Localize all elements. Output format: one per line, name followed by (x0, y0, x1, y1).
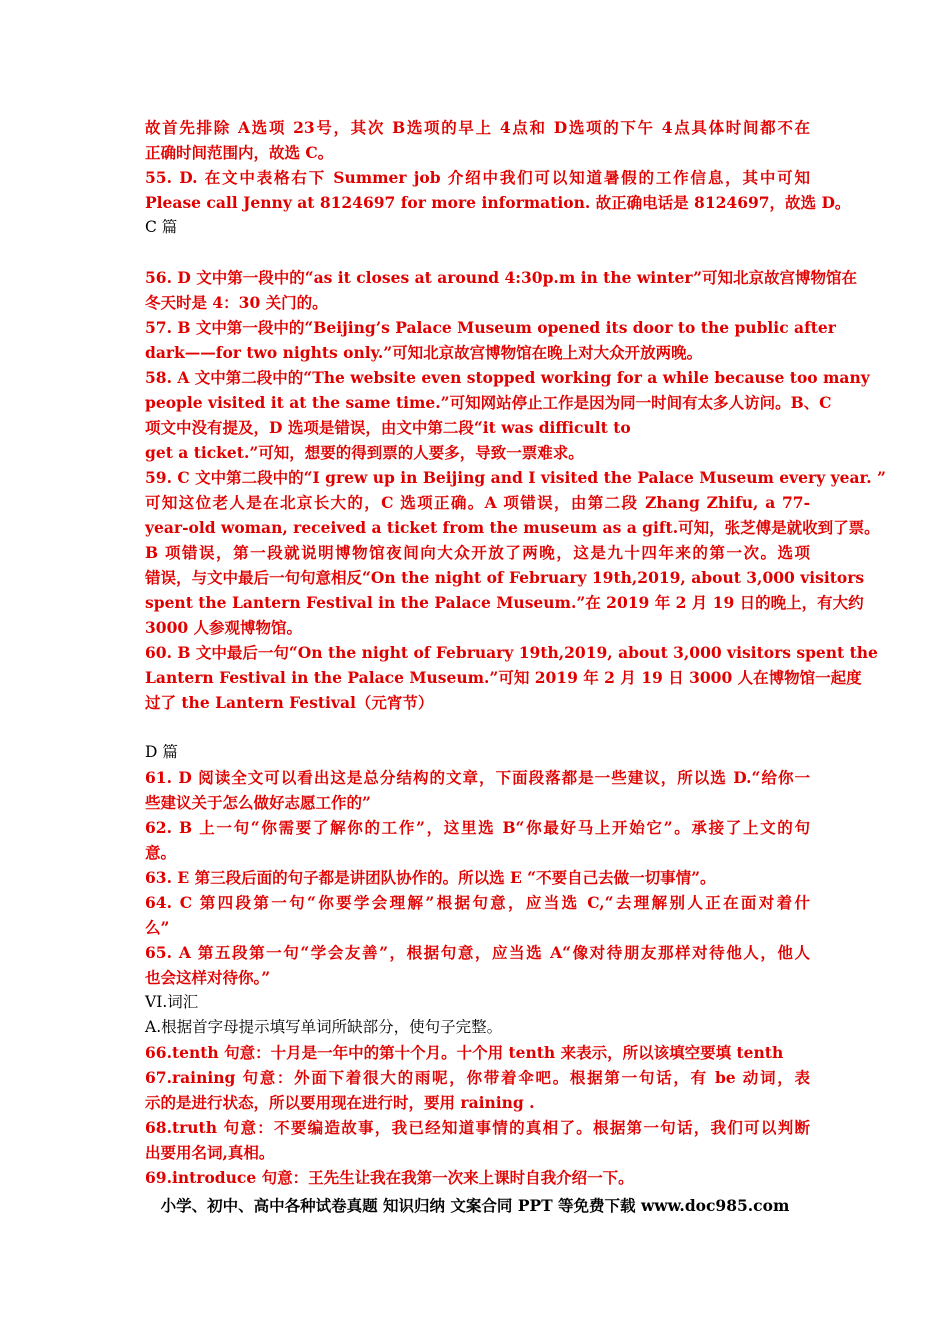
answer-text-line: year-old woman, received a ticket from the museum as a gift.可知，张芝傅是就收到了票。 (145, 518, 880, 537)
answer-text-line: B 项错误，第一段就说明博物馆夜间向大众开放了两晚，这是九十四年来的第一次。选项 (145, 543, 810, 562)
answer-text-line: 错误，与文中最后一句句意相反“On the night of February 19th,2019, about 3,000 visitors (145, 568, 865, 587)
answer-text-line: 69.introduce 句意：王先生让我在我第一次来上课时自我介绍一下。 (145, 1168, 634, 1187)
answer-text-line: 么” (145, 918, 170, 937)
answer-text-line: 58. A 文中第二段中的“The website even stopped working for a while because too many (145, 368, 870, 387)
answer-text-line: 项文中没有提及，D 选项是错误，由文中第二段“it was difficult to (145, 418, 631, 437)
answer-text-line: 3000 人参观博物馆。 (145, 618, 303, 637)
answer-text-line: 59. C 文中第二段中的“I grew up in Beijing and I visited the Palace Museum every year. ” (145, 468, 886, 487)
answer-text-line: 冬天时是 4：30 关门的。 (145, 293, 328, 312)
section-heading-line: VI.词汇 (145, 993, 199, 1011)
answer-text-line: 56. D 文中第一段中的“as it closes at around 4:30p.m in the winter”可知北京故宫博物馆在 (145, 268, 858, 287)
answer-text-line: 65. A 第五段第一句“学会友善”，根据句意，应当选 A“像对待朋友那样对待他人，他人 (145, 943, 810, 962)
answer-text-line: 出要用名词,真相。 (145, 1143, 275, 1162)
document-body (145, 115, 886, 1190)
answer-text-line: dark——for two nights only.”可知北京故宫博物馆在晚上对大众开放两晚。 (145, 343, 703, 362)
answer-text-line: 60. B 文中最后一句“On the night of February 19th,2019, about 3,000 visitors spent the (145, 643, 878, 662)
answer-text-line: people visited it at the same time.”可知网站停止工作是因为同一时间有太多人访问。B、C (145, 393, 832, 412)
answer-text-line: 可知这位老人是在北京长大的，C 选项正确。A 项错误，由第二段 Zhang Zhifu, a 77- (145, 493, 810, 512)
answer-text-line: 也会这样对待你。” (145, 968, 271, 987)
blank-line (145, 715, 810, 740)
answer-text-line: 66.tenth 句意：十月是一年中的第十个月。十个用 tenth 来表示，所以该填空要填 tenth (145, 1043, 784, 1062)
section-heading-line: A.根据首字母提示填写单词所缺部分，使句子完整。 (145, 1018, 503, 1036)
answer-text-line: 示的是进行状态，所以要用现在进行时，要用 raining . (145, 1093, 535, 1112)
blank-line (145, 240, 810, 265)
answer-text-line: 正确时间范围内，故选 C。 (145, 143, 334, 162)
answer-text-line: 63. E 第三段后面的句子都是讲团队协作的。所以选 E “不要自己去做一切事情”。 (145, 868, 716, 887)
answer-text-line: Please call Jenny at 8124697 for more information. 故正确电话是 8124697，故选 D。 (145, 193, 851, 212)
page-footer: 小学、初中、高中各种试卷真题 知识归纳 文案合同 PPT 等免费下载 www.doc985.com (160, 1196, 790, 1215)
answer-text-line: 67.raining 句意：外面下着很大的雨呢，你带着伞吧。根据第一句话，有 be 动词，表 (145, 1068, 810, 1087)
answer-text-line: 57. B 文中第一段中的“Beijing’s Palace Museum opened its door to the public after (145, 318, 836, 337)
answer-text-line: spent the Lantern Festival in the Palace Museum.”在 2019 年 2 月 19 日的晚上，有大约 (145, 593, 864, 612)
answer-text-line: 61. D 阅读全文可以看出这是总分结构的文章，下面段落都是一些建议，所以选 D.“给你一 (145, 768, 810, 787)
answer-text-line: 62. B 上一句“你需要了解你的工作”，这里选 B“你最好马上开始它”。承接了上文的句 (145, 818, 810, 837)
answer-text-line: 55. D. 在文中表格右下 Summer job 介绍中我们可以知道暑假的工作信息，其中可知 (145, 168, 810, 187)
answer-text-line: 意。 (145, 843, 177, 862)
section-heading-line: C 篇 (145, 218, 178, 236)
answer-text-line: 64. C 第四段第一句“你要学会理解”根据句意，应当选 C,“去理解别人正在面对着什 (145, 893, 810, 912)
answer-text-line: 68.truth 句意：不要编造故事，我已经知道事情的真相了。根据第一句话，我们可以判断 (145, 1118, 810, 1137)
answer-text-line: 故首先排除 A选项 23号，其次 B选项的早上 4点和 D选项的下午 4点具体时间都不在 (145, 118, 810, 137)
answer-text-line: 些建议关于怎么做好志愿工作的” (145, 793, 371, 812)
answer-text-line: Lantern Festival in the Palace Museum.”可知 2019 年 2 月 19 日 3000 人在博物馆一起度 (145, 668, 862, 687)
section-heading-line: D 篇 (145, 743, 178, 761)
answer-text-line: 过了 the Lantern Festival（元宵节） (145, 693, 434, 712)
answer-text-line: get a ticket.”可知，想要的得到票的人要多，导致一票难求。 (145, 443, 584, 462)
